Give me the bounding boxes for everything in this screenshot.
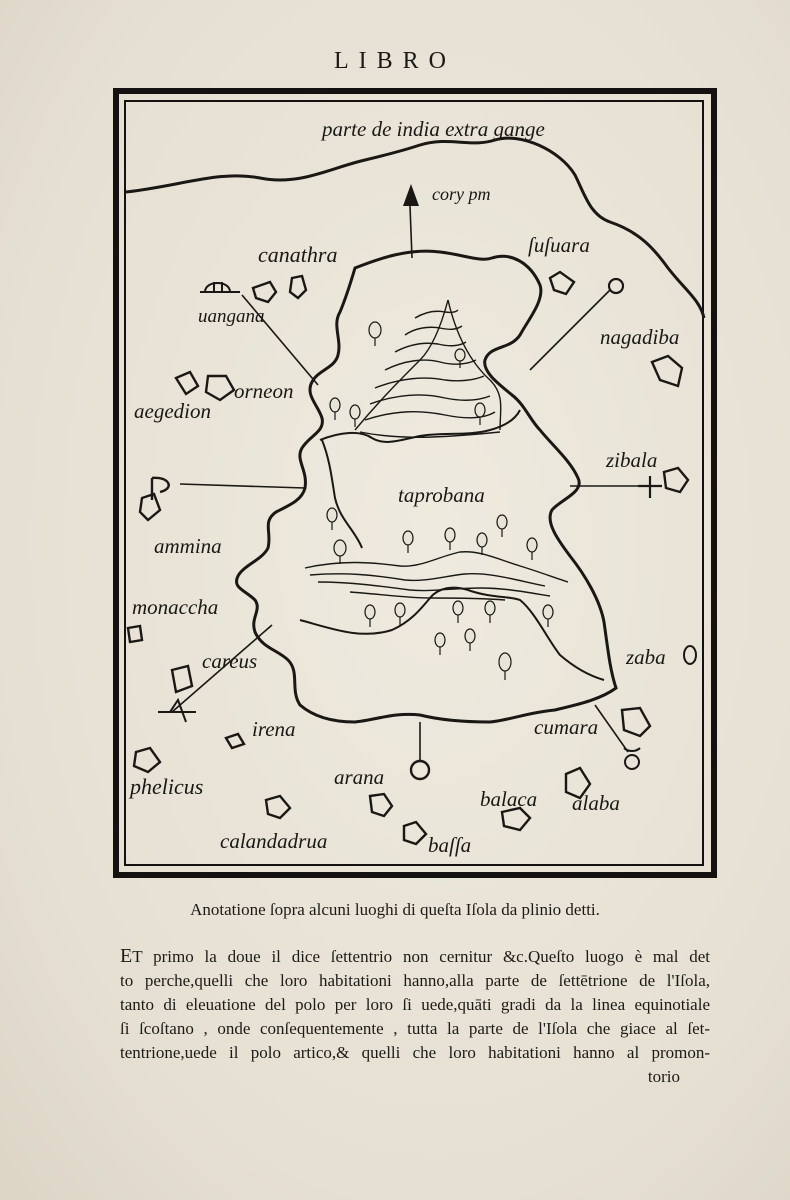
arrow-marker-icon: [403, 184, 419, 206]
body-line: ET primo la doue il dice ſettentrio non cernitur &c.Queſto luogo è mal det: [120, 945, 710, 967]
label-irena: irena: [252, 717, 296, 741]
map-caption: Anotatione ſopra alcuni luoghi di queſta Iſola da plinio detti.: [190, 900, 600, 919]
page-header: LIBRO: [334, 48, 456, 74]
label-uangana: uangana: [198, 306, 265, 327]
island-inner-boundary-west: [322, 440, 362, 548]
label-careus: careus: [202, 649, 258, 673]
label-nagadiba: nagadiba: [600, 325, 680, 349]
label-alaba: alaba: [572, 791, 620, 815]
label-cory: cory pm: [432, 184, 491, 204]
body-line: torio: [647, 1067, 680, 1086]
small-islands: [128, 272, 688, 844]
moon-symbol: [684, 646, 696, 664]
label-phelicus: phelicus: [130, 774, 204, 799]
label-orneon: orneon: [234, 379, 294, 403]
label-taprobana: taprobana: [398, 483, 485, 507]
label-susuara: ſuſuara: [528, 233, 590, 257]
label-calandadrua: calandadrua: [220, 829, 328, 853]
label-ammina: ammina: [154, 534, 222, 558]
label-bassa: baſſa: [428, 833, 472, 857]
body-line: tentrione,uede il polo artico,& quelli che loro habitationi hanno al promon-: [120, 1043, 710, 1062]
label-monaccha: monaccha: [132, 595, 219, 619]
sagittarius-symbol: [158, 700, 196, 722]
taurus-symbol: [624, 748, 640, 769]
island-inner-boundary-south: [300, 588, 604, 680]
body-paragraph: [120, 944, 710, 1089]
label-arana: arana: [334, 765, 385, 789]
label-zibala: zibala: [606, 448, 658, 472]
venus-symbol: [411, 761, 429, 779]
label-balaca: balaca: [480, 787, 538, 811]
body-line: ſi ſcoſtano , onde conſequentemente , tutta la parte de l'Iſola che giace al ſet-: [120, 1019, 710, 1038]
body-line: tanto di eleuatione del polo per loro ſi uede,quāti gradi da la linea equinotiale: [120, 995, 710, 1014]
label-top-title: parte de india extra gange: [322, 117, 545, 141]
label-canathra: canathra: [258, 242, 338, 267]
sun-symbol: [609, 279, 623, 293]
label-aegedion: aegedion: [134, 399, 211, 423]
libra-symbol: [200, 282, 240, 292]
label-cumara: cumara: [534, 715, 599, 739]
body-line: to perche,quelli che loro habitationi hanno,alla parte de ſettētrione de l'Iſola,: [120, 971, 710, 990]
label-zaba: zaba: [626, 645, 666, 669]
jupiter-symbol: [638, 476, 662, 498]
